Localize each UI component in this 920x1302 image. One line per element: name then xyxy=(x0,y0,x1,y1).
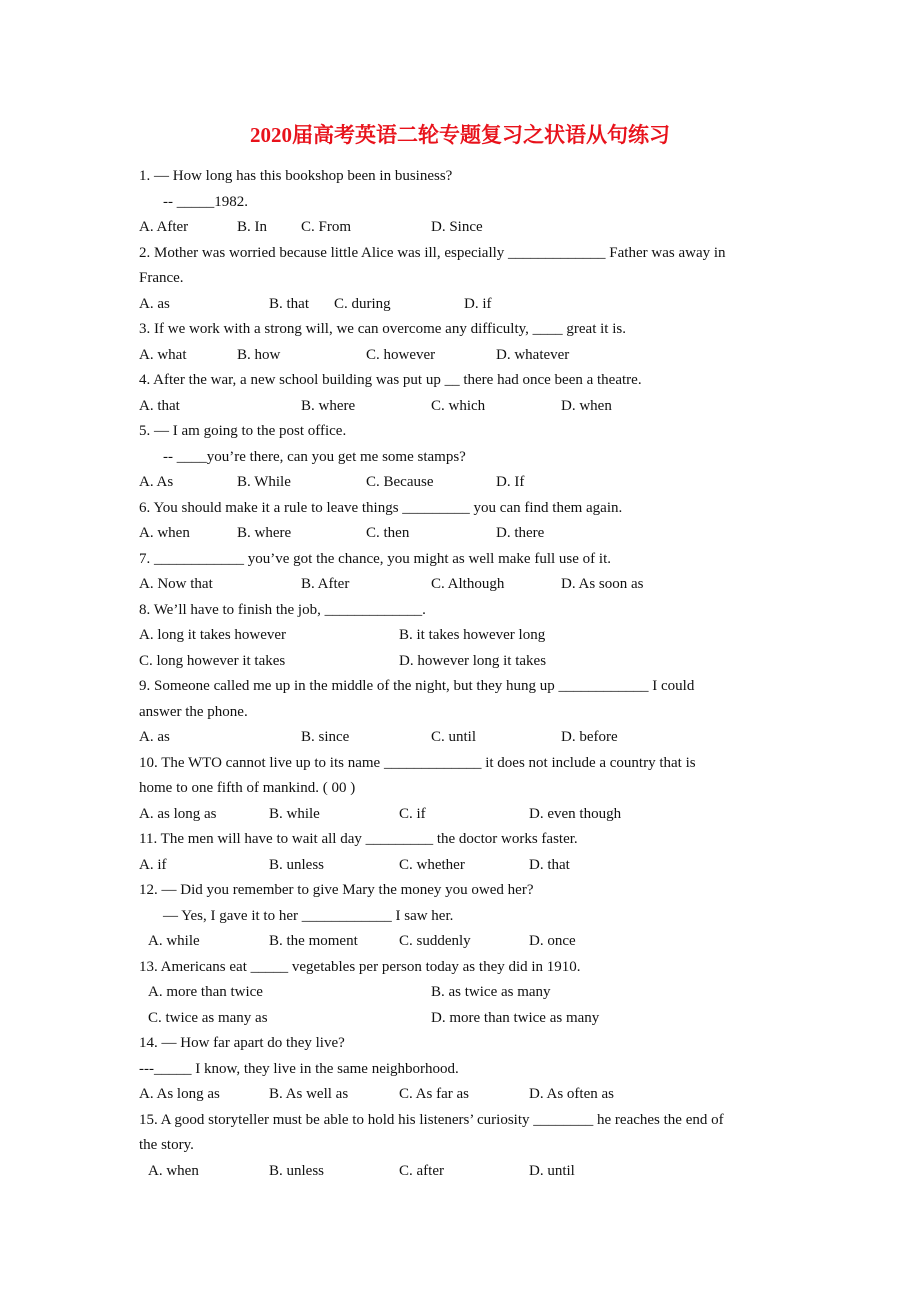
answer-option: D. more than twice as many xyxy=(431,1009,600,1026)
question-stem-continued: -- _____1982. xyxy=(163,193,248,210)
question-stem: 10. The WTO cannot live up to its name _____________ it does not include a country that is xyxy=(139,754,696,771)
answer-option: B. while xyxy=(269,805,320,822)
question-stem-continued: — Yes, I gave it to her ____________ I saw her. xyxy=(163,907,454,924)
answer-option: A. as xyxy=(139,295,170,312)
answer-option: D. that xyxy=(529,856,570,873)
question-stem: 8. We’ll have to finish the job, _____________. xyxy=(139,601,426,618)
page-title: 2020届高考英语二轮专题复习之状语从句练习 xyxy=(250,123,670,147)
answer-option: A. As long as xyxy=(139,1086,220,1102)
question-stem-continued: France. xyxy=(139,270,184,286)
question-stem-continued: answer the phone. xyxy=(139,703,248,720)
answer-option: B. as twice as many xyxy=(431,984,551,1000)
answer-option: D. If xyxy=(496,474,525,490)
answer-option: A. that xyxy=(139,397,180,414)
answer-option: D. As soon as xyxy=(561,576,644,592)
answer-option: C. which xyxy=(431,397,486,414)
answer-option: D. before xyxy=(561,729,618,745)
answer-option: C. Although xyxy=(431,576,505,592)
answer-option: B. As well as xyxy=(269,1086,349,1102)
answer-option: A. more than twice xyxy=(148,984,263,1000)
answer-option: D. when xyxy=(561,397,612,414)
answer-option: B. While xyxy=(237,474,291,490)
answer-option: D. once xyxy=(529,933,576,949)
question-stem: 4. After the war, a new school building was put up __ there had once been a theatre. xyxy=(139,372,642,388)
question-stem-continued: -- ____you’re there, can you get me some stamps? xyxy=(163,448,466,465)
answer-option: A. what xyxy=(139,346,187,363)
answer-option: A. as xyxy=(139,729,170,745)
answer-option: C. As far as xyxy=(399,1086,469,1102)
answer-option: D. even though xyxy=(529,805,622,822)
question-stem: 7. ____________ you’ve got the chance, you might as well make full use of it. xyxy=(139,550,611,567)
answer-option: D. however long it takes xyxy=(399,652,547,669)
answer-option: C. whether xyxy=(399,856,465,873)
answer-option: B. how xyxy=(237,346,281,363)
answer-option: A. After xyxy=(139,219,189,235)
answer-option: B. since xyxy=(301,729,350,745)
answer-option: A. As xyxy=(139,474,174,490)
answer-option: D. if xyxy=(464,295,492,312)
question-stem-continued: ---_____ I know, they live in the same neighborhood. xyxy=(139,1060,459,1077)
question-stem: 11. The men will have to wait all day _________ the doctor works faster. xyxy=(139,831,578,847)
answer-option: C. if xyxy=(399,805,426,822)
answer-option: B. unless xyxy=(269,856,325,873)
question-stem: 14. — How far apart do they live? xyxy=(139,1035,345,1051)
answer-option: C. suddenly xyxy=(399,933,471,949)
answer-option: C. long however it takes xyxy=(139,652,286,669)
answer-option: A. while xyxy=(148,933,200,949)
answer-option: C. until xyxy=(431,729,477,745)
question-stem: 12. — Did you remember to give Mary the money you owed her? xyxy=(139,882,534,898)
question-stem: 5. — I am going to the post office. xyxy=(139,423,347,439)
question-stem: 2. Mother was worried because little Alice was ill, especially _____________ Father was away in xyxy=(139,244,726,261)
answer-option: A. if xyxy=(139,856,167,873)
question-stem: 9. Someone called me up in the middle of the night, but they hung up ____________ I could xyxy=(139,678,695,694)
answer-option: A. when xyxy=(139,525,190,541)
answer-option: C. From xyxy=(301,219,352,235)
answer-option: D. Since xyxy=(431,219,483,235)
answer-option: A. long it takes however xyxy=(139,627,287,643)
answer-option: C. twice as many as xyxy=(148,1009,268,1026)
question-stem: 13. Americans eat _____ vegetables per person today as they did in 1910. xyxy=(139,958,581,975)
answer-option: B. unless xyxy=(269,1162,325,1179)
answer-option: A. when xyxy=(148,1162,199,1179)
answer-option: D. whatever xyxy=(496,346,570,363)
answer-option: D. until xyxy=(529,1162,575,1179)
answer-option: B. the moment xyxy=(269,933,358,949)
question-stem: 3. If we work with a strong will, we can overcome any difficulty, ____ great it is. xyxy=(139,321,626,337)
answer-option: B. In xyxy=(237,219,267,235)
question-stem: 1. — How long has this bookshop been in business? xyxy=(139,168,453,184)
answer-option: B. After xyxy=(301,576,350,592)
answer-option: D. As often as xyxy=(529,1086,614,1102)
answer-option: B. where xyxy=(237,525,292,541)
answer-option: C. during xyxy=(334,295,391,312)
answer-option: A. as long as xyxy=(139,805,217,822)
answer-option: C. after xyxy=(399,1162,444,1179)
answer-option: B. that xyxy=(269,295,309,312)
question-stem: 15. A good storyteller must be able to hold his listeners’ curiosity ________ he reaches the end of xyxy=(139,1111,724,1128)
question-stem-continued: the story. xyxy=(139,1137,194,1153)
answer-option: C. Because xyxy=(366,474,434,490)
answer-option: B. it takes however long xyxy=(399,627,546,643)
answer-option: C. however xyxy=(366,346,436,363)
answer-option: B. where xyxy=(301,397,356,414)
answer-option: C. then xyxy=(366,525,410,541)
answer-option: D. there xyxy=(496,525,545,541)
answer-option: A. Now that xyxy=(139,576,213,592)
question-stem: 6. You should make it a rule to leave things _________ you can find them again. xyxy=(139,499,623,516)
question-stem-continued: home to one fifth of mankind. ( 00 ) xyxy=(139,780,356,796)
